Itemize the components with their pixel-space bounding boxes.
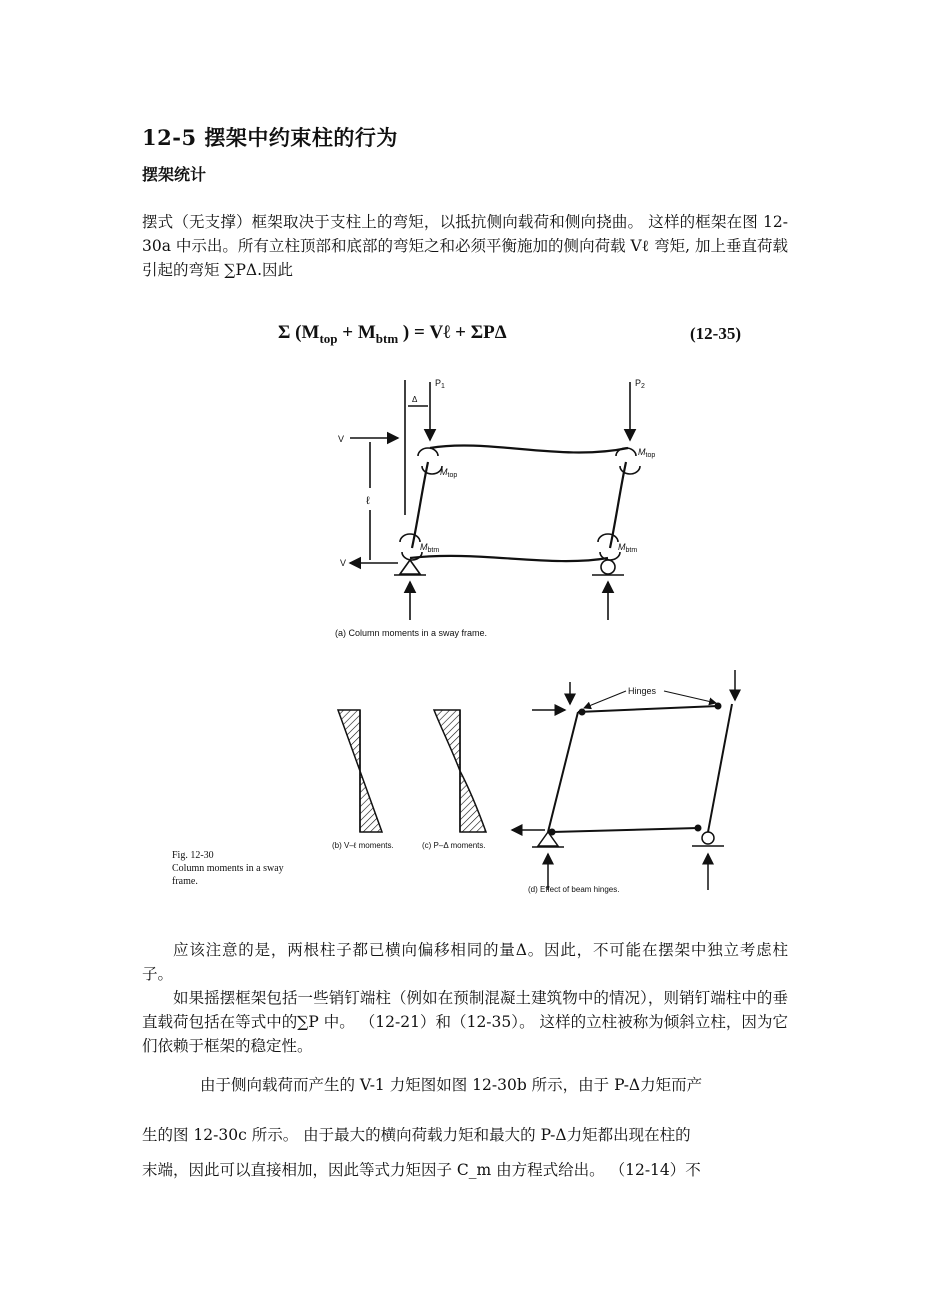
caption-fig-number: Fig. 12-30 [172, 850, 214, 861]
label-delta: Δ [412, 395, 418, 404]
equation-plus: + M [337, 322, 376, 343]
label-p2: $P_2$ [635, 378, 645, 390]
caption-b: (b) V–ℓ moments. [332, 841, 394, 850]
paragraph-moment-line2: 生的图 12-30c 所示。 由于最大的横向荷载力矩和最大的 P-Δ力矩都出现在柱的 [142, 1126, 691, 1144]
label-m-top-right: $M_{top}$ [638, 447, 656, 459]
equation-top-sub: top [319, 330, 338, 346]
label-m-btm-left: $M_{btm}$ [420, 542, 440, 554]
equation-lhs: Σ (M [278, 322, 320, 343]
paragraph-moment-line3: 末端，因此可以直接相加，因此等式力矩因子 C_m 由方程式给出。 （12-14）不 [142, 1161, 701, 1179]
diagram-c-p-delta-moments [434, 710, 486, 832]
label-hinges: Hinges [628, 686, 657, 696]
paragraph-same-sway: 应该注意的是，两根柱子都已横向偏移相同的量Δ。因此，不可能在摆架中独立考虑柱子。 [142, 941, 788, 983]
hinge-dot-bottom-right [695, 825, 702, 832]
paragraph-moment-line1: 由于侧向载荷而产生的 V-1 力矩图如图 12-30b 所示，由于 P-Δ力矩而产 [200, 1076, 703, 1094]
diagram-a-sway-frame [350, 380, 640, 620]
caption-c: (c) P–Δ moments. [422, 841, 486, 850]
paragraph-intro: 摆式（无支撑）框架取决于支柱上的弯矩，以抵抗侧向载荷和侧向挠曲。 这样的框架在图 12-30a 中示出。所有立柱顶部和底部的弯矩之和必须平衡施加的侧向荷载 Vℓ 弯矩, 加上垂直荷载引起的弯矩 ∑PΔ.因此 [142, 213, 788, 279]
label-v-top: V [338, 434, 345, 444]
hinge-dot-bottom-left [549, 829, 556, 836]
label-v-bottom: V [340, 558, 347, 568]
diagram-d-beam-hinges [512, 670, 735, 890]
label-ell: ℓ [366, 495, 370, 507]
paragraph-leaning-columns: 如果摇摆框架包括一些销钉端柱（例如在预制混凝土建筑物中的情况），则销钉端柱中的垂直载荷包括在等式中的∑P 中。 （12-21）和（12-35）。 这样的立柱被称为倾斜立柱，因为它们依赖于框架的稳定性。 [142, 989, 788, 1055]
caption-fig-line3: frame. [172, 876, 198, 887]
hinge-dot-top-left [579, 709, 586, 716]
caption-d: (d) Effect of beam hinges. [528, 885, 620, 894]
hinge-dot-top-right [715, 703, 722, 710]
label-m-top-left: $M_{top}$ [440, 467, 458, 479]
label-m-btm-right: $M_{btm}$ [618, 542, 638, 554]
equation-btm-sub: btm [375, 330, 399, 346]
label-p1: $P_1$ [435, 378, 445, 390]
section-title: 12-5 摆架中约束柱的行为 [142, 125, 398, 150]
equation-12-35 [278, 322, 507, 347]
section-subtitle: 摆架统计 [142, 165, 207, 184]
equation-number: (12-35) [690, 324, 741, 343]
equation-rhs: ) = Vℓ + ΣPΔ [402, 322, 507, 343]
caption-fig-line2: Column moments in a sway [172, 863, 284, 874]
figure-12-30 [160, 370, 780, 910]
diagram-b-v-ell-moments [338, 710, 382, 832]
caption-a: (a) Column moments in a sway frame. [335, 628, 488, 638]
